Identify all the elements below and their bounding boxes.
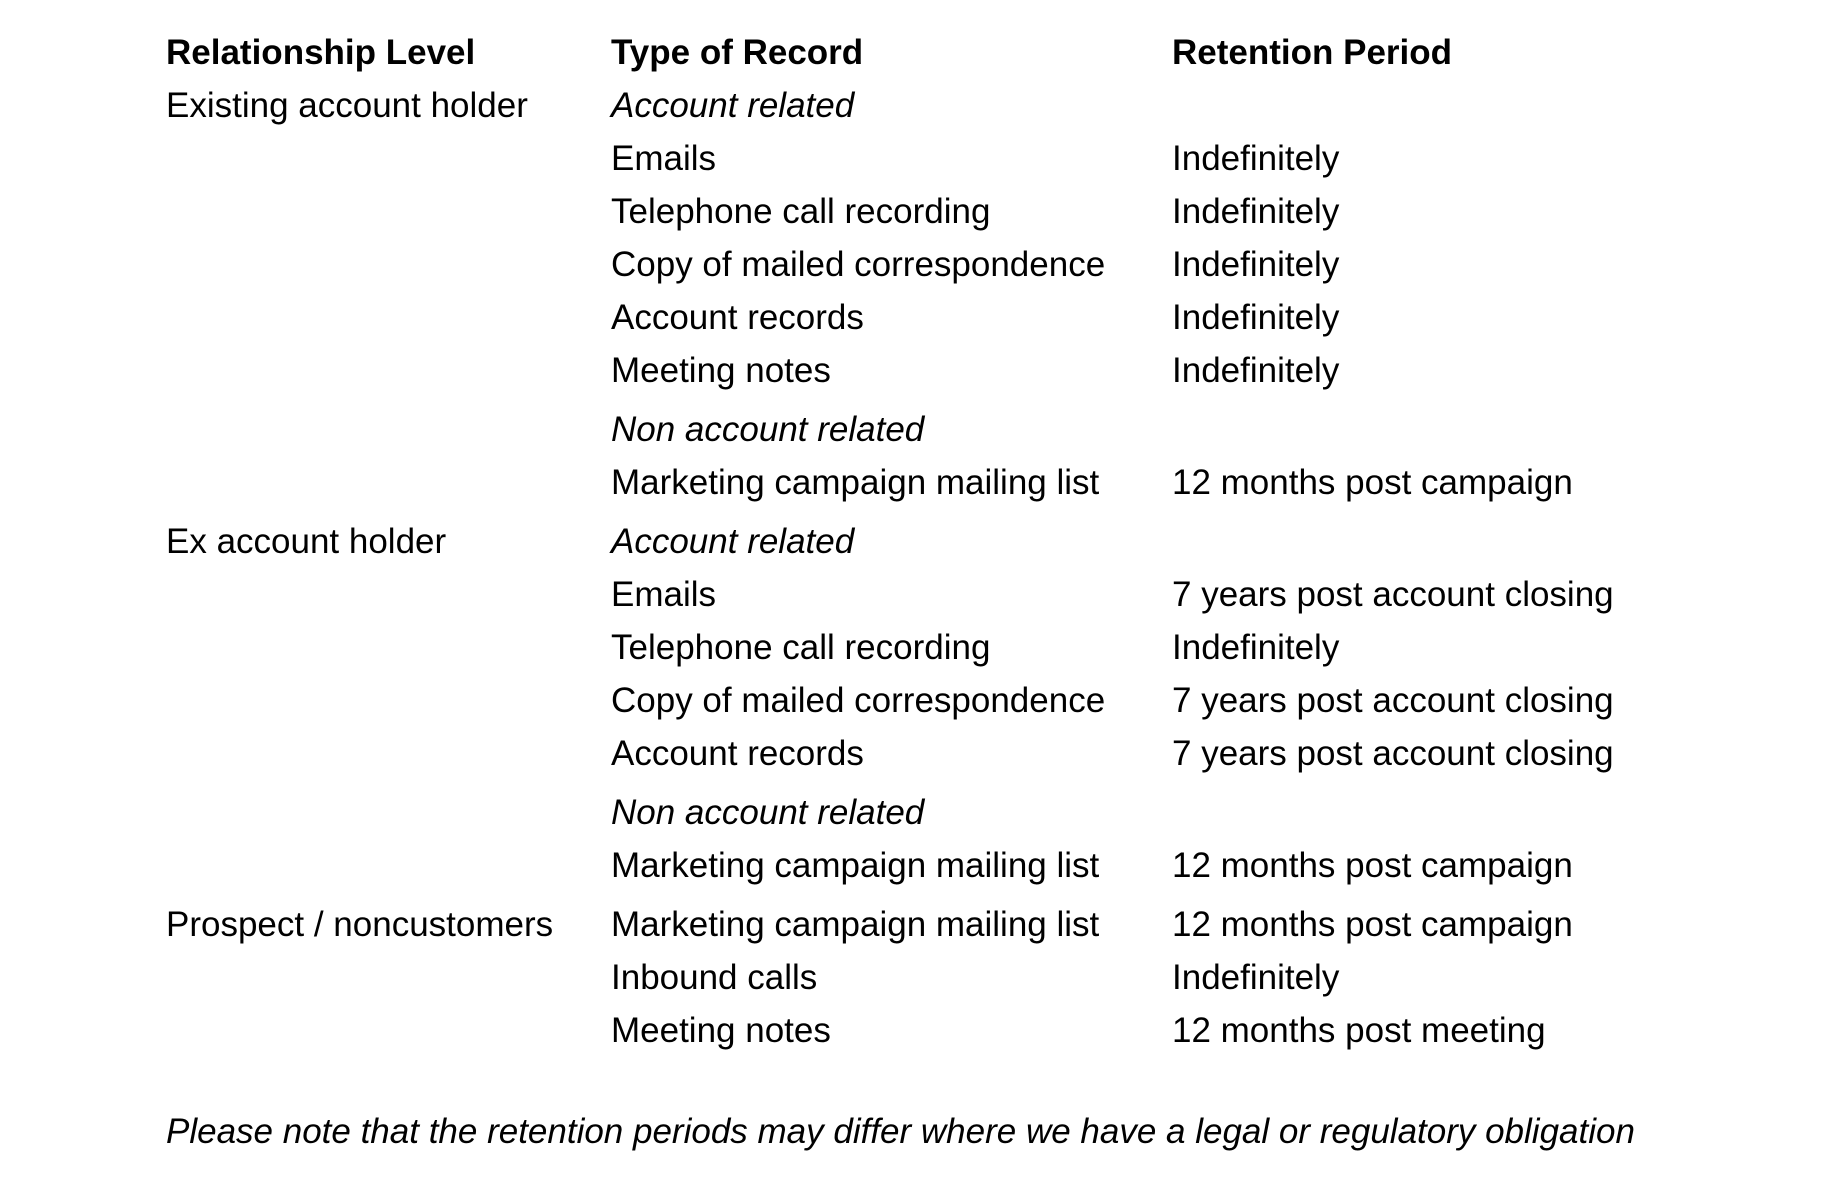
retention-period-cell: 7 years post account closing	[1172, 734, 1614, 773]
subsection-label: Non account related	[611, 793, 925, 832]
table-row	[166, 841, 1766, 894]
table-row	[166, 900, 1766, 953]
header-type-of-record: Type of Record	[611, 33, 864, 72]
table-row	[166, 405, 1766, 458]
table-row	[166, 953, 1766, 1006]
retention-period-cell: Indefinitely	[1172, 628, 1340, 667]
header-retention-period: Retention Period	[1172, 33, 1453, 72]
table-row	[166, 240, 1766, 293]
record-type-cell: Marketing campaign mailing list	[611, 905, 1100, 944]
record-type-cell: Meeting notes	[611, 351, 831, 390]
record-type-cell: Inbound calls	[611, 958, 818, 997]
record-type-cell: Meeting notes	[611, 1011, 831, 1050]
retention-period-cell: 12 months post campaign	[1172, 905, 1573, 944]
table-row	[166, 788, 1766, 841]
retention-period-cell: Indefinitely	[1172, 351, 1340, 390]
record-type-cell: Marketing campaign mailing list	[611, 846, 1100, 885]
table-row	[166, 517, 1766, 570]
table-header-row	[166, 28, 1766, 81]
retention-period-cell: Indefinitely	[1172, 192, 1340, 231]
subsection-label: Account related	[611, 86, 855, 125]
retention-period-cell: 12 months post meeting	[1172, 1011, 1546, 1050]
retention-period-cell: Indefinitely	[1172, 298, 1340, 337]
table-row	[166, 623, 1766, 676]
subsection-label: Non account related	[611, 410, 925, 449]
table-row	[166, 187, 1766, 240]
table-row	[166, 729, 1766, 782]
header-relationship-level: Relationship Level	[166, 33, 476, 72]
table-row	[166, 293, 1766, 346]
record-type-cell: Account records	[611, 734, 864, 773]
table-row	[166, 134, 1766, 187]
retention-period-cell: Indefinitely	[1172, 245, 1340, 284]
record-type-cell: Emails	[611, 575, 717, 614]
record-type-cell: Telephone call recording	[611, 628, 991, 667]
table-row	[166, 458, 1766, 511]
table-row	[166, 346, 1766, 399]
table-row	[166, 1006, 1766, 1059]
record-type-cell: Telephone call recording	[611, 192, 991, 231]
retention-note: Please note that the retention periods may differ where we have a legal or regulatory obligation	[166, 1112, 1635, 1151]
relationship-level-cell: Prospect / noncustomers	[166, 905, 554, 944]
table-row	[166, 570, 1766, 623]
retention-period-cell: Indefinitely	[1172, 958, 1340, 997]
record-type-cell: Marketing campaign mailing list	[611, 463, 1100, 502]
relationship-level-cell: Existing account holder	[166, 86, 528, 125]
record-type-cell: Account records	[611, 298, 864, 337]
record-type-cell: Copy of mailed correspondence	[611, 245, 1106, 284]
record-type-cell: Emails	[611, 139, 717, 178]
relationship-level-cell: Ex account holder	[166, 522, 447, 561]
retention-period-cell: 7 years post account closing	[1172, 681, 1614, 720]
table-row	[166, 81, 1766, 134]
retention-table	[166, 28, 1766, 1059]
retention-period-cell: 12 months post campaign	[1172, 463, 1573, 502]
table-row	[166, 676, 1766, 729]
retention-period-cell: 7 years post account closing	[1172, 575, 1614, 614]
subsection-label: Account related	[611, 522, 855, 561]
retention-period-cell: 12 months post campaign	[1172, 846, 1573, 885]
record-type-cell: Copy of mailed correspondence	[611, 681, 1106, 720]
retention-period-cell: Indefinitely	[1172, 139, 1340, 178]
